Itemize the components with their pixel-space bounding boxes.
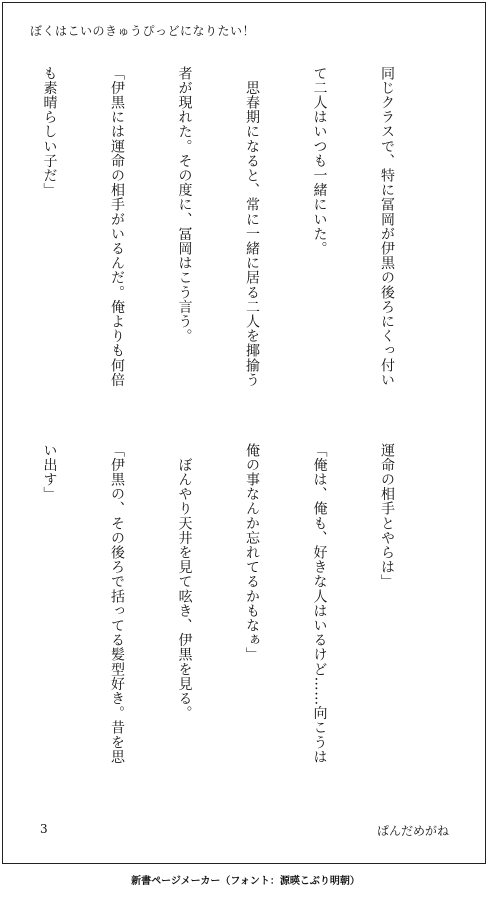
text-line: 同じクラスで、特に冨岡が伊黒の後ろにくっ付い	[379, 66, 395, 388]
text-line: 俺の事なんか忘れてるかもなぁ」	[244, 443, 260, 662]
text-block-top	[0, 66, 443, 418]
text-block-bottom	[0, 443, 443, 795]
text-line: 「伊黒には運命の相手がいるんだ。俺よりも何倍	[109, 66, 125, 388]
text-line: も素晴らしい子だ」	[41, 66, 58, 198]
text-line: 思春期になると、常に一緒に居る二人を揶揄う	[244, 66, 260, 388]
text-line: ぼんやり天井を見て呟き、伊黒を見る。	[176, 443, 193, 721]
page-number: 3	[40, 822, 48, 836]
text-line: て二人はいつも一緒にいた。	[311, 66, 328, 256]
page-title: ぼくはこいのきゅうぴっどになりたい！	[30, 24, 256, 38]
footer-credit: 新書ページメーカー（フォント：源暎こぶり明朝）	[131, 876, 360, 887]
text-line: 「俺は、俺も、好きな人はいるけど……向こうは	[311, 443, 328, 765]
text-line: 「伊黒の、その後ろで括ってる髪型好き。昔を思	[109, 443, 125, 765]
author-name: ぱんだめがね	[376, 824, 449, 838]
text-line: 運命の相手とやらは」	[379, 443, 395, 589]
text-line: い出す」	[41, 443, 58, 502]
text-line: 者が現れた。その度に、冨岡はこう言う。	[176, 66, 193, 344]
